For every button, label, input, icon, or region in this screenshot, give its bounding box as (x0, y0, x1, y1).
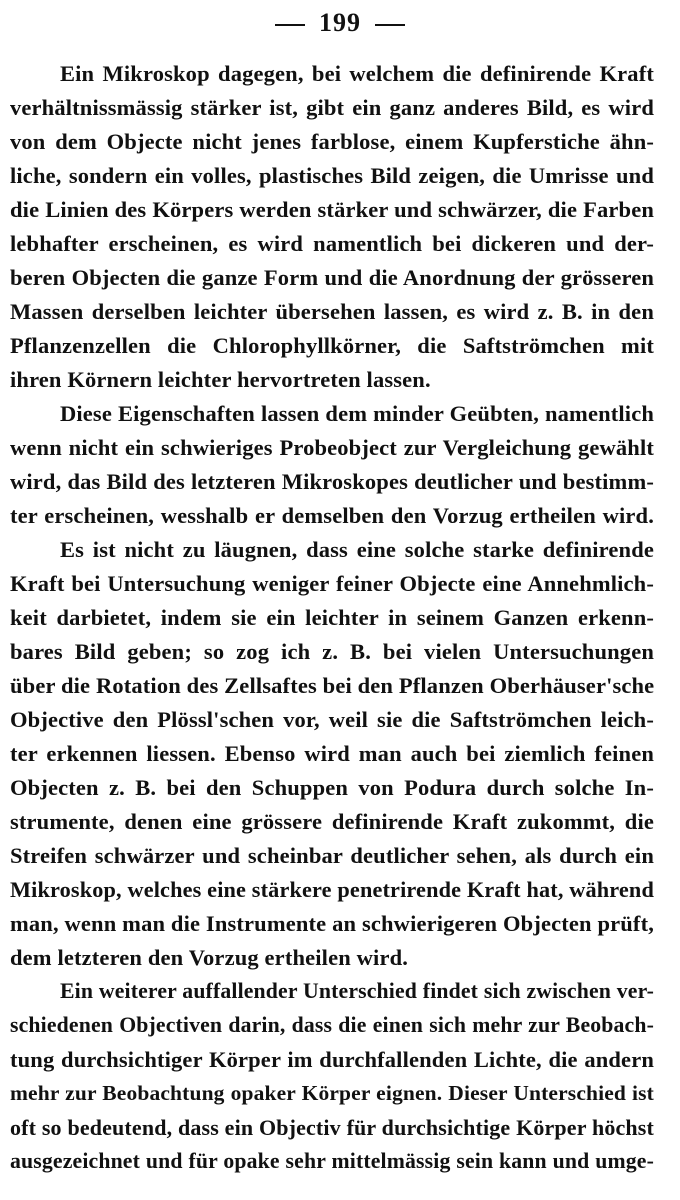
text-line: die Linien des Körpers werden stärker und schwärzer, die Farben (10, 197, 654, 222)
text-line: liche, sondern ein volles, plastisches Bild zeigen, die Umrisse und (10, 163, 654, 188)
text-line: beren Objecten die ganze Form und die Anordnung der grösseren (10, 265, 654, 290)
text-line: strumente, denen eine grössere definirende Kraft zukommt, die (10, 809, 654, 834)
text-line: keit darbietet, indem sie ein leichter in seinem Ganzen erkenn- (10, 605, 654, 630)
text-line: man, wenn man die Instrumente an schwierigeren Objecten prüft, (10, 911, 654, 936)
text-line: Ein weiterer auffallender Unterschied findet sich zwischen ver- (60, 979, 654, 1003)
text-line: mehr zur Beobachtung opaker Körper eignen. Dieser Unterschied ist (10, 1081, 654, 1105)
text-line: Kraft bei Untersuchung weniger feiner Objecte eine Annehmlich- (10, 571, 654, 596)
text-line: Objecten z. B. bei den Schuppen von Podura durch solche In- (10, 775, 654, 800)
text-line: wenn nicht ein schwieriges Probeobject zur Vergleichung gewählt (10, 435, 654, 460)
text-line: über die Rotation des Zellsaftes bei den Pflanzen Oberhäuser'sche (10, 673, 655, 698)
text-line: ter erkennen liessen. Ebenso wird man auch bei ziemlich feinen (10, 741, 654, 766)
text-line: Diese Eigenschaften lassen dem minder Geübten, namentlich (60, 401, 654, 426)
text-line: Pflanzenzellen die Chlorophyllkörner, die Saftströmchen mit (10, 333, 654, 358)
text-line: verhältnissmässig stärker ist, gibt ein ganz anderes Bild, es wird (10, 95, 654, 120)
text-line: wird, das Bild des letzteren Mikroskopes deutlicher und bestimm- (10, 469, 654, 494)
text-line: ausgezeichnet und für opake sehr mittelmässig sein kann und umge- (10, 1149, 654, 1173)
text-line: Streifen schwärzer und scheinbar deutlicher sehen, als durch ein (10, 843, 654, 868)
text-line: schiedenen Objectiven darin, dass die einen sich mehr zur Beobach- (10, 1013, 654, 1037)
text-line: Objective den Plössl'schen vor, weil sie die Saftströmchen leich- (10, 707, 654, 732)
text-line: dem letzteren den Vorzug ertheilen wird. (10, 945, 409, 970)
text-line: von dem Objecte nicht jenes farblose, einem Kupferstiche ähn- (10, 129, 654, 154)
page-number (0, 8, 680, 38)
text-line: lebhafter erscheinen, es wird namentlich bei dickeren und der- (10, 231, 654, 256)
text-line: Ein Mikroskop dagegen, bei welchem die definirende Kraft (60, 61, 654, 86)
text-line: bares Bild geben; so zog ich z. B. bei vielen Untersuchungen (10, 639, 654, 664)
dash-right (375, 24, 405, 26)
text-line: Mikroskop, welches eine stärkere penetrirende Kraft hat, während (10, 877, 654, 902)
text-line: Massen derselben leichter übersehen lassen, es wird z. B. in den (10, 299, 654, 324)
text-line: ihren Körnern leichter hervortreten lassen. (10, 367, 431, 392)
page-number-text: 199 (319, 8, 361, 37)
text-line: tung durchsichtiger Körper im durchfallenden Lichte, die andern (10, 1047, 654, 1072)
text-line: Es ist nicht zu läugnen, dass eine solche starke definirende (60, 537, 654, 562)
dash-left (275, 24, 305, 26)
text-line: oft so bedeutend, dass ein Objectiv für durchsichtige Körper höchst (10, 1115, 654, 1140)
text-line: ter erscheinen, wesshalb er demselben den Vorzug ertheilen wird. (10, 503, 654, 528)
